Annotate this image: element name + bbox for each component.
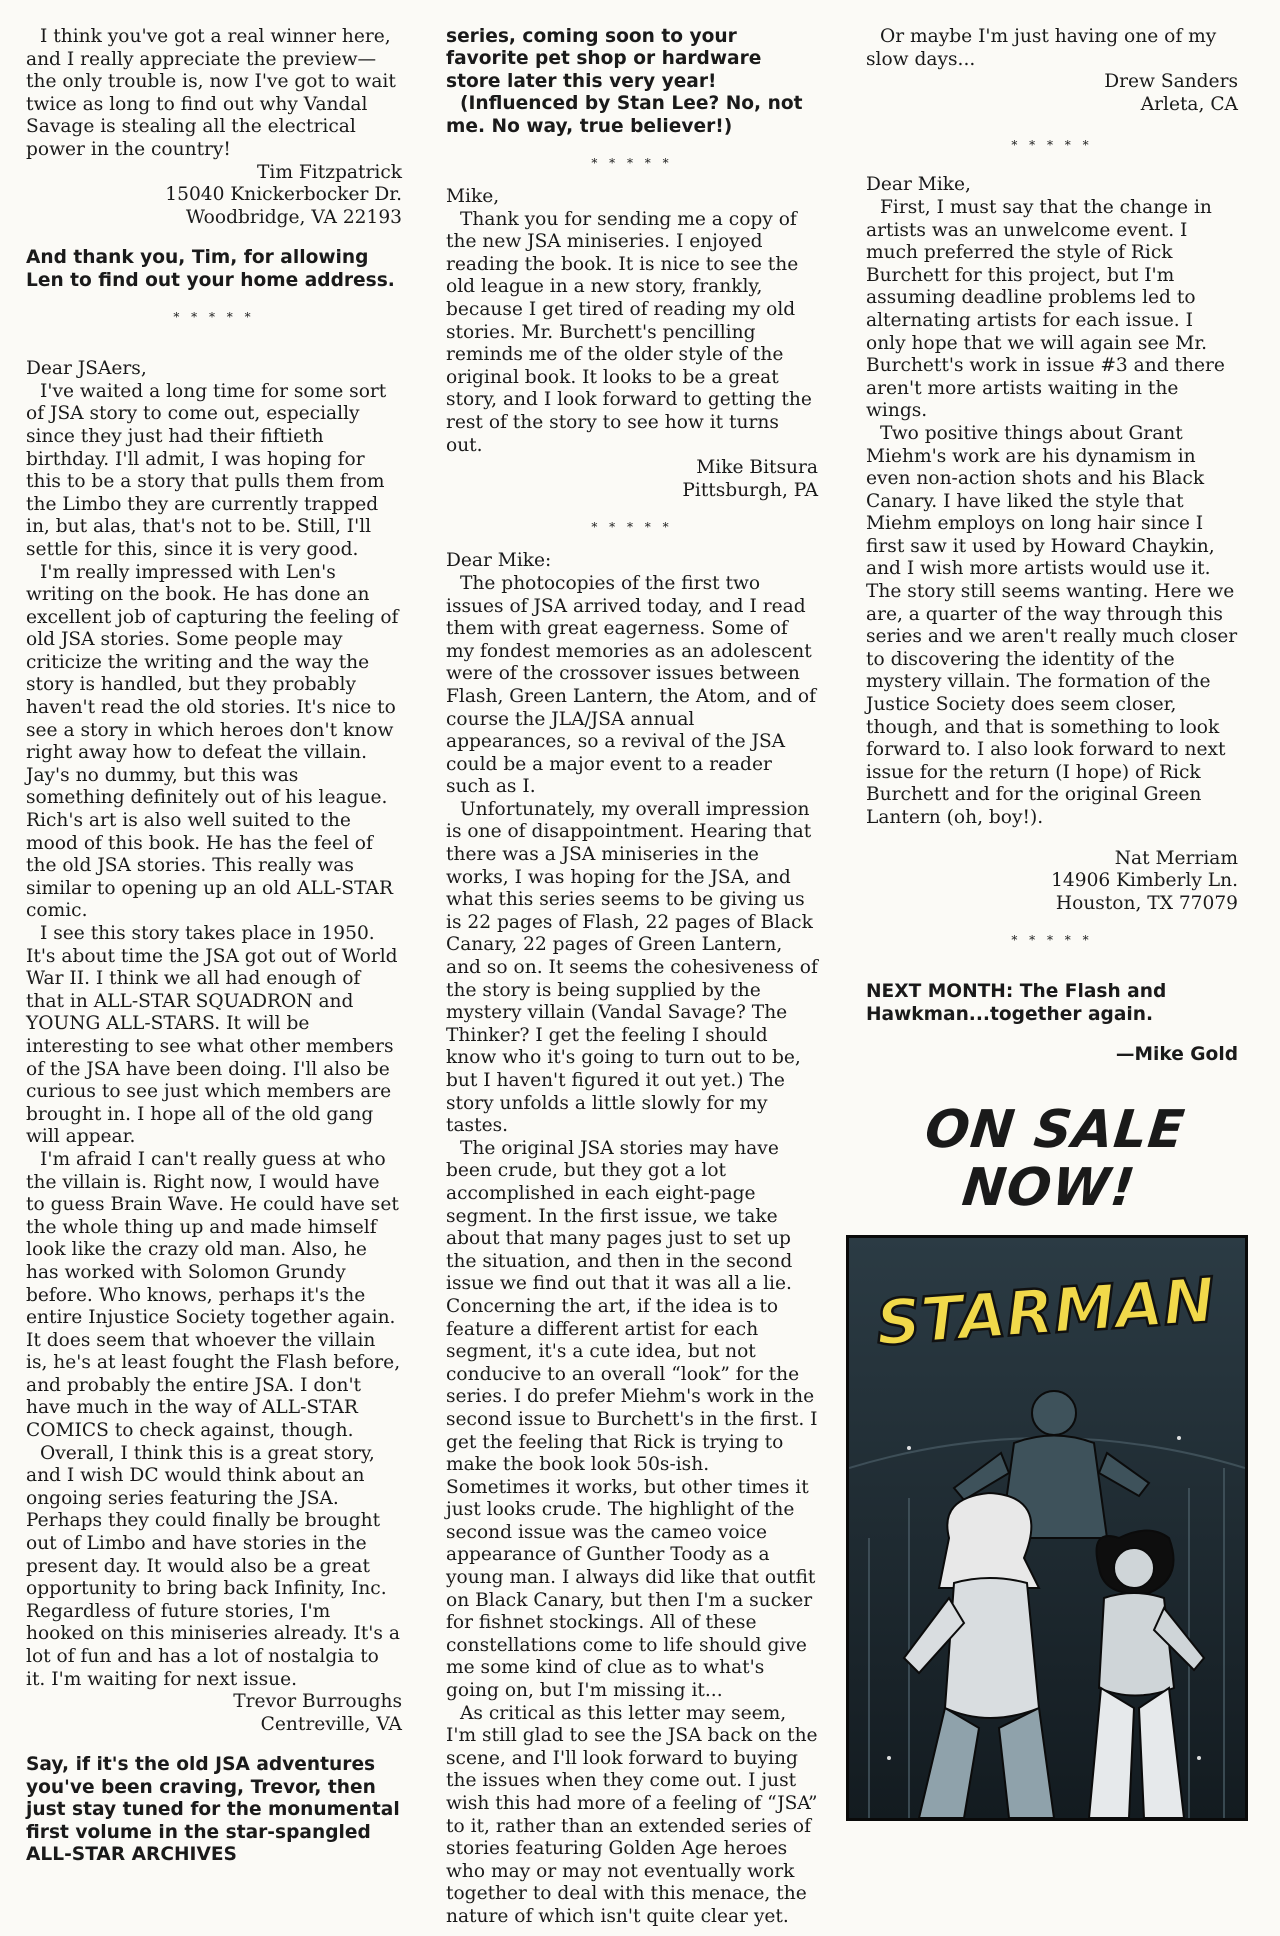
editor-reply-aside: (Influenced by Stan Lee? No, not me. No way, true believer!) [446,93,803,137]
section-divider: * * * * * [591,156,673,171]
letter-signature-city: Houston, TX 77079 [1055,892,1238,914]
letter-signature-city: Centreville, VA [260,1713,402,1735]
letter-paragraph: As critical as this letter may seem, I'm still glad to see the JSA back on the scene, and I'll look forward to buying the issues when they come out. I just wish this had more of a feeling of “JSA” to it, rather than an extended series of stories featuring Golden Age heroes who may or may not eventually work together to deal with this menace, the nature of which isn't quite clear yet. [446,1702,818,1927]
letter-paragraph: First, I must say that the change in artists was an unwelcome event. I much preferred the style of Rick Burchett for this project, but I'm assuming deadline problems led to alternating artists for each issue. I only hope that we will again see Mr. Burchett's work in issue #3 and there aren't more artists waiting in the wings. [866,196,1225,422]
on-sale-headline [860,1101,1244,1217]
editor-reply-continued: series, coming soon to your favorite pet shop or hardware store later this very year! [446,26,762,92]
letter-paragraph: I'm really impressed with Len's writing on the book. He has done an excellent job of capturing the feeling of old JSA stories. Some people may criticize the writing and the way the story is handled, but they probably haven't read the old stories. It's nice to see a story in which heroes don't know right away how to defeat the villain. Jay's no dummy, but this was something definitely out of his league. Rich's art is also well suited to the mood of this book. He has the feel of the old JSA stories. This really was similar to opening up an old ALL-STAR comic. [26,561,399,922]
starman-logo: STARMAN [873,1263,1218,1360]
letter-signature-city: Woodbridge, VA 22193 [185,206,402,228]
starman-ad-panel [846,1235,1248,1821]
letter-paragraph: Unfortunately, my overall impression is one of disappointment. Hearing that there was a JSA miniseries in the works, I was hoping for the JSA, and what this series seems to be giving us is 22 pages of Flash, 22 pages of Black Canary, 22 pages of Green Lantern, and so on. It seems the cohesiveness of the story is being supplied by the mystery villain (Vandal Savage? The Thinker? I get the feeling I should know who it's going to turn out to be, but I haven't figured it out yet.) The story unfolds a little slowly for my tastes. [446,798,818,1137]
letter-paragraph: The original JSA stories may have been crude, but they got a lot accomplished in each eight-page segment. In the first issue, we take about that many pages just to set up the situation, and then in the second issue we find out that it was all a lie. Concerning the art, if the idea is to feature a different artist for each segment, it's a cute idea, but not conducive to an overall “look” for the series. I do prefer Miehm's work in the second issue to Burchett's in the first. I get the feeling that Rick is trying to make the book look 50s-ish. Sometimes it works, but other times it just looks crude. The highlight of the second issue was the cameo voice appearance of Gunther Toody as a young man. I always did like that outfit on Black Canary, but then I'm a sucker for fishnet stockings. All of these constellations come to life should give me some kind of clue as to what's going on, but I'm missing it... [446,1137,818,1702]
letter-signature-address: 15040 Knickerbocker Dr. [165,184,402,206]
section-divider: * * * * * [591,520,673,535]
section-divider: * * * * * [1011,138,1093,153]
letters-column-3 [866,26,1238,1821]
letter-signature-name: Drew Sanders [1104,71,1238,93]
letter-paragraph: Two positive things about Grant Miehm's work are his dynamism in even non-action shots and his Black Canary. I have liked the style that Miehm employs on long hair since I first saw it used by Howard Chaykin, and I wish more artists would use it. The story still seems wanting. Here we are, a quarter of the way through this series and we aren't really much closer to discovering the identity of the mystery villain. The formation of the Justice Society does seem closer, though, and that is something to look forward to. I also look forward to next issue for the return (I hope) of Rick Burchett and for the original Green Lantern (oh, boy!). [866,422,1238,828]
letter-salutation: Dear JSAers, [26,358,147,380]
starman-cover-art [849,1238,1245,1818]
letter-paragraph: Or maybe I'm just having one of my slow days... [866,26,1217,70]
letter-paragraph: I think you've got a real winner here, and I really appreciate the preview—the only trouble is, now I've got to wait twice as long to find out why Vandal Savage is stealing all the electrical power in the country! [26,26,396,160]
letter-signature-name: Mike Bitsura [696,457,818,479]
letter-signature-name: Tim Fitzpatrick [257,161,402,183]
letter-salutation: Dear Mike: [446,550,552,572]
letter-paragraph: Thank you for sending me a copy of the new JSA miniseries. I enjoyed reading the book. It is nice to see the old league in a new story, frankly, because I get tired of reading my old stories. Mr. Burchett's pencilling reminds me of the older style of the original book. It looks to be a great story, and I look forward to getting the rest of the story to see how it turns out. [446,208,812,456]
letters-column-1 [26,26,402,1866]
section-divider: * * * * * [1011,933,1093,948]
letters-column-2 [446,26,818,1929]
letter-paragraph: I see this story takes place in 1950. It's about time the JSA got out of World War II. I think we all had enough of that in ALL-STAR SQUADRON and YOUNG ALL-STARS. It will be interesting to see what other members of the JSA have been doing. I'll also be curious to see just which members are brought in. I hope all of the old gang will appear. [26,923,398,1148]
on-sale-line-1: ON SALE [922,1099,1188,1160]
letter-signature-address: 14906 Kimberly Ln. [1051,870,1238,892]
letter-paragraph: The photocopies of the first two issues of JSA arrived today, and I read them with great eagerness. Some of my fondest memories as an adolescent were of the crossover issues between Flash, Green Lantern, the Atom, and of course the JLA/JSA annual appearances, so a revival of the JSA could be a major event to a reader such as I. [446,572,817,798]
letter-paragraph: I'm afraid I can't really guess at who the villain is. Right now, I would have to guess Brain Wave. He could have set the whole thing up and made himself look like the crazy old man. Also, he has worked with Solomon Grundy before. Who knows, perhaps it's the entire Injustice Society together again. It does seem that whoever the villain is, he's at least fought the Flash before, and probably the entire JSA. I don't have much in the way of ALL-STAR COMICS to check against, though. [26,1148,401,1442]
section-divider: * * * * * [173,310,255,325]
next-month-teaser: NEXT MONTH: The Flash and Hawkman...together again. [866,981,1167,1025]
letter-signature-name: Trevor Burroughs [233,1691,402,1713]
letter-salutation: Dear Mike, [866,174,971,196]
on-sale-line-2: NOW! [959,1157,1139,1218]
letter-paragraph: Overall, I think this is a great story, and I wish DC would think about an ongoing series featuring the JSA. Perhaps they could finally be brought out of Limbo and have stories in the present day. It would also be a great opportunity to bring back Infinity, Inc. Regardless of future stories, I'm hooked on this miniseries already. It's a lot of fun and has a lot of nostalgia to it. I'm waiting for next issue. [26,1442,400,1690]
editor-reply: And thank you, Tim, for allowing Len to find out your home address. [26,247,395,291]
letter-signature-name: Nat Merriam [1114,847,1238,869]
editor-signoff: —Mike Gold [1115,1044,1238,1066]
letter-signature-city: Arleta, CA [1140,93,1238,115]
letter-signature-city: Pittsburgh, PA [682,479,818,501]
editor-reply: Say, if it's the old JSA adventures you've been craving, Trevor, then just stay tuned for the monumental first volume in the star-spangled ALL-STAR ARCHIVES [26,1754,400,1865]
letter-salutation: Mike, [446,186,500,208]
letter-paragraph: I've waited a long time for some sort of JSA story to come out, especially since they just had their fiftieth birthday. I'll admit, I was hoping for this to be a story that pulls them from the Limbo they are currently trapped in, but alas, that's not to be. Still, I'll settle for this, since it is very good. [26,380,387,560]
